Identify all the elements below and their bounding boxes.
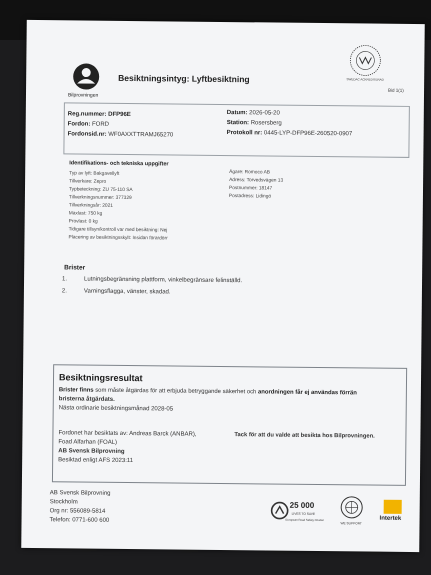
global-compact-icon bbox=[340, 495, 364, 519]
reg-number-row bbox=[68, 111, 131, 118]
owner-row: Adress: Torvedsvägen 13 bbox=[229, 178, 284, 184]
accreditation: Besiktad enligt AFS 2023:11 bbox=[58, 457, 134, 465]
protocol-label: Protokoll nr: bbox=[226, 130, 263, 137]
vehicle-brand-row bbox=[68, 121, 109, 127]
footer-city: Stockholm bbox=[49, 499, 78, 506]
result-line-2: bristerna åtgärdats. bbox=[58, 396, 115, 403]
charter-text: European Road Safety Charter bbox=[285, 517, 324, 523]
swedac-seal-icon bbox=[348, 43, 382, 77]
footer-org-number: Org nr: 556089-5814 bbox=[49, 508, 106, 515]
vin-row bbox=[68, 131, 174, 138]
vin-value: WF0AXXTTRAMJ65270 bbox=[108, 131, 174, 139]
id-row: Tidigare tillsyn/kontroll var med besiktning: Nej bbox=[68, 227, 168, 234]
inspection-company: AB Svensk Bilprovning bbox=[58, 448, 125, 455]
id-row: Tillverkningsår: 2021 bbox=[68, 203, 113, 209]
identification-heading: Identifikations- och tekniska uppgifter bbox=[69, 160, 169, 168]
result-heading: Besiktningsresultat bbox=[58, 372, 143, 384]
defects-heading: Brister bbox=[64, 264, 86, 272]
lives-number: 25 000 bbox=[289, 500, 315, 510]
document-title: Besiktningsintyg: Lyftbesiktning bbox=[118, 72, 250, 85]
id-row: Maxlast: 750 kg bbox=[68, 211, 103, 217]
defect-item: 1. Lutningsbegränsning plattform, vinkelbegränsare felinställd. bbox=[62, 276, 243, 285]
inspection-certificate bbox=[21, 20, 425, 552]
intertek-logo-icon bbox=[384, 500, 402, 514]
intertek-label: Intertek bbox=[379, 515, 402, 522]
owner-row: Ägare: Romoco AB bbox=[229, 170, 271, 176]
result-text: som måste åtgärdas för att erbjuda betryggande säkerhet och bbox=[93, 387, 259, 396]
vin-label: Fordonsid.nr: bbox=[67, 131, 107, 138]
owner-row: Postadress: Lidingö bbox=[228, 194, 272, 200]
vehicle-brand-label: Fordon: bbox=[67, 121, 91, 128]
result-status: Brister finns bbox=[58, 387, 94, 394]
station-label: Station: bbox=[226, 120, 250, 127]
station-row bbox=[227, 120, 282, 127]
logo-label: Bilprovningen bbox=[67, 92, 99, 99]
id-row: Tillverkare: Zepro bbox=[69, 179, 107, 185]
owner-row: Postnummer: 18147 bbox=[228, 186, 273, 192]
id-row: Placering av besiktningsskylt: Insidan förardörr bbox=[68, 235, 168, 242]
id-row: Tillverkningsnummer: 377329 bbox=[68, 195, 132, 202]
id-row: Typ av lyft: Bakgavellyft bbox=[69, 171, 120, 177]
inspector-line-2: Foad Alfarhan (FOAL) bbox=[58, 439, 118, 446]
reg-number-value: DFP96E bbox=[108, 111, 131, 119]
defect-item: 2. Varningsflagga, vänster, skadad. bbox=[61, 288, 171, 296]
seal-label: SWEDAC ACKREDITERAD bbox=[346, 77, 384, 82]
inspector-line-1: Fordonet har besiktats av: Andreas Barck (ANBAR), bbox=[58, 430, 197, 438]
defect-text: Varningsflagga, vänster, skadad. bbox=[83, 288, 171, 296]
thanks-message: Tack för att du valde att besikta hos Bilprovningen. bbox=[234, 432, 375, 440]
date-row bbox=[227, 110, 280, 117]
footer-phone: Telefon: 0771-600 600 bbox=[49, 517, 110, 524]
lives-text: LIVES TO SAVE bbox=[291, 511, 316, 516]
station-value: Rosersberg bbox=[250, 120, 282, 127]
date-value: 2026-05-20 bbox=[249, 110, 280, 117]
protocol-value: 0445-LYP-DFP96E-260520-0907 bbox=[263, 130, 353, 138]
bilprovningen-logo-icon bbox=[72, 62, 100, 90]
next-inspection: Nästa ordinarie besiktningsmånad 2028-05 bbox=[58, 405, 174, 413]
date-label: Datum: bbox=[226, 110, 248, 117]
footer-company: AB Svensk Bilprovning bbox=[49, 490, 111, 497]
page-number: Bid 1(1) bbox=[388, 87, 404, 93]
id-row: Provlast: 0 kg bbox=[68, 219, 98, 225]
defect-text: Lutningsbegränsning plattform, vinkelbegränsare felinställd. bbox=[84, 276, 243, 285]
reg-number-label: Reg.nummer: bbox=[67, 111, 107, 118]
global-compact-label: WE SUPPORT bbox=[340, 521, 362, 526]
vehicle-brand-value: FORD bbox=[91, 121, 110, 128]
result-warning: anordningen får ej användas förrän bbox=[257, 389, 357, 397]
protocol-row bbox=[227, 130, 353, 137]
id-row: Typbeteckning: ZU 75-110 SA bbox=[68, 187, 133, 194]
